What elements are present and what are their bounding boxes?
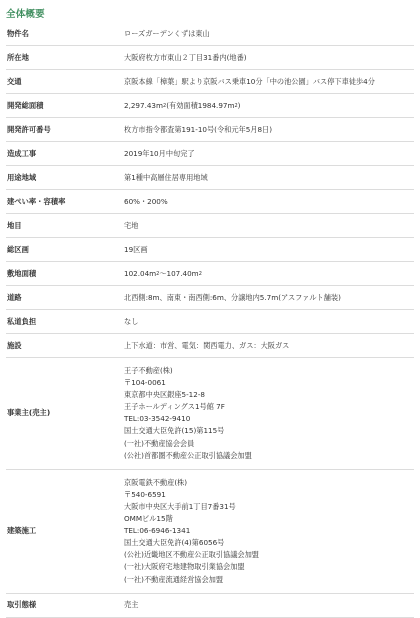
contact-line: 東京都中央区銀座5-12-8 (124, 390, 205, 400)
row-label: 私道負担 (7, 316, 37, 326)
area-text: 2,297.43m (124, 101, 164, 110)
row-label: 総区画 (7, 244, 29, 254)
table-row (6, 334, 414, 358)
row-value: 大阪府枚方市東山２丁目31番内(地番) (124, 52, 247, 62)
table-row (6, 214, 414, 238)
area-text: 102.04m (124, 269, 157, 278)
row-value: 宅地 (124, 220, 139, 230)
contact-line: 〒104-0061 (124, 378, 166, 388)
row-value: 枚方市指令都査第191-10号(令和元年5月8日) (124, 124, 273, 134)
row-label: 開発許可番号 (7, 124, 51, 134)
row-value: 60%・200% (124, 196, 168, 206)
row-value: 19区画 (124, 244, 148, 254)
row-label: 造成工事 (7, 148, 37, 158)
contact-line: 国土交通大臣免許(4)第6056号 (124, 538, 225, 548)
row-label: 地目 (7, 220, 22, 230)
row-label: 事業主(売主) (7, 408, 51, 418)
table-row (6, 190, 414, 214)
table-row (6, 118, 414, 142)
contact-line: 国土交通大臣免許(15)第115号 (124, 426, 225, 436)
contact-line: (一社)大阪府宅地建物取引業協会加盟 (124, 562, 245, 572)
table-row (6, 22, 414, 46)
area-text: 〜107.40m (159, 268, 199, 278)
row-value: 北西側:8m、南東・南西側:6m、分譲地内5.7m(アスファルト舗装) (124, 292, 341, 302)
table-row (6, 142, 414, 166)
contact-line: (公社)首都圏不動産公正取引協議会加盟 (124, 450, 252, 460)
row-label: 建ぺい率・容積率 (7, 196, 66, 206)
area-text: ) (237, 101, 241, 110)
contact-line: 〒540-6591 (124, 489, 166, 499)
row-label: 所在地 (7, 52, 29, 62)
row-value (118, 470, 414, 593)
row-value: 上下水道：市営、電気：関西電力、ガス：大阪ガス (124, 340, 290, 350)
table-row (6, 310, 414, 334)
row-value: 2019年10月中旬完了 (124, 148, 195, 158)
table-row (6, 238, 414, 262)
table-row (6, 470, 414, 594)
table-row (6, 46, 414, 70)
row-value (118, 358, 414, 469)
overview-table (6, 22, 414, 618)
contact-line: (一社)不動産流通経営協会加盟 (124, 574, 224, 584)
table-row (6, 262, 414, 286)
row-label: 物件名 (7, 28, 29, 38)
table-row (6, 594, 414, 618)
row-value: 2,297.43m 2 (有効面積1984.97m 2 ) (124, 100, 241, 110)
row-value: ローズガーデンくずは東山 (124, 28, 210, 38)
row-value: 第1種中高層住居専用地域 (124, 172, 208, 182)
area-text: (有効面積1984.97m (166, 100, 235, 110)
contact-line: 大阪市中央区大手前1丁目7番31号 (124, 501, 236, 511)
table-row (6, 286, 414, 310)
contact-line: TEL:03-3542-9410 (124, 414, 191, 424)
contact-line: 王子不動産(株) (124, 366, 173, 375)
row-label: 施設 (7, 340, 22, 350)
table-row (6, 166, 414, 190)
table-row (6, 70, 414, 94)
row-label: 取引態様 (7, 600, 37, 610)
row-value: 102.04m 2 〜107.40m 2 (124, 268, 202, 278)
contact-line: (一社)不動産協会会員 (124, 438, 195, 448)
row-label: 道路 (7, 292, 22, 302)
contact-line: 王子ホールディングス1号館 7F (124, 402, 225, 412)
row-label: 敷地面積 (7, 268, 37, 278)
table-row (6, 94, 414, 118)
contact-line: (公社)近畿地区不動産公正取引協議会加盟 (124, 550, 259, 560)
row-value: 売主 (124, 600, 139, 610)
row-value: 京阪本線「樟葉」駅より京阪バス乗車10分「中の池公園」バス停下車徒歩4分 (124, 76, 375, 86)
row-label: 開発総面積 (7, 100, 44, 110)
contact-line: 京阪電鉄不動産(株) (124, 477, 188, 487)
row-label: 用途地域 (7, 172, 37, 182)
table-row (6, 358, 414, 470)
row-value: なし (124, 316, 139, 326)
row-label: 交通 (7, 76, 22, 86)
contact-line: OMMビル15階 (124, 514, 173, 524)
row-label: 建築施工 (7, 526, 37, 536)
contact-line: TEL:06-6946-1341 (124, 526, 191, 536)
section-title: 全体概要 (6, 9, 45, 20)
